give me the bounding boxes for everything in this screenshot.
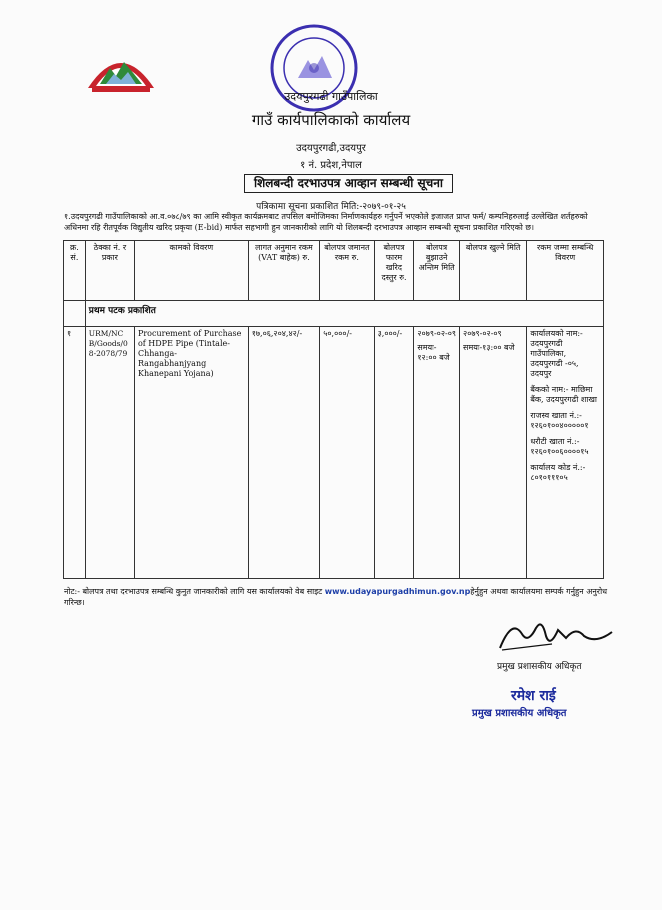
- header-form-fee: बोलपत्र फारम खरिद दस्तुर रु.: [374, 241, 414, 301]
- stamp-name: रमेश राई: [511, 688, 556, 704]
- stamp-title: प्रमुख प्रशासकीय अधिकृत: [472, 708, 567, 719]
- header-estimate: लागत अनुमान रकम (VAT बाहेक) रु.: [248, 241, 320, 301]
- deposit-bank: बैंकको नाम:- माछिमा बैंक, उदयपुरगढी शाखा: [530, 385, 597, 404]
- header-open-date: बोलपत्र खुल्ने मिति: [460, 241, 527, 301]
- cell-bid-security: ५०,०००/-: [320, 327, 374, 579]
- nepal-emblem-icon: [82, 42, 160, 94]
- municipality-name: उदयपुरगढी गाउँपालिका: [284, 90, 378, 103]
- open-date: २०७९-०२-०९: [463, 329, 502, 338]
- tender-table: [63, 240, 604, 579]
- deposit-security-account: धरौटी खाता नं.:- १२६०१००६००००१५: [530, 437, 589, 456]
- cell-sn: १: [64, 327, 86, 579]
- office-address: उदयपुरगढी,उदयपुर: [296, 143, 366, 154]
- cell-description: Procurement of Purchase of HDPE Pipe (Tintale-Chhanga-Rangabhanjyang Khanepani Yojana): [134, 327, 248, 579]
- cell-estimate: १७,०६,२०४,४२/-: [248, 327, 320, 579]
- intro-paragraph: १.उदयपुरगढी गाउँपालिकाको आ.व.०७८/७९ का आमि स्वीकृत कार्यक्रमबाट तपसिल बमोजिमका निर्माणकार्यहरु गर्नुपर्ने भएकोले इजाजत प्राप्त फर्म/ कम्पनिहरुलाई उल्लेखित शर्तहरुको अधिनमा रहि रीतपूर्वक विद्युतीय खरिद प्रकृया (E-bid) मार्फत सहभागी हुन जानकारीको लागि यो शिलबन्दी दरभाउपत्र आव्हान सम्बन्धी सूचना प्रकाशित गरिएको छ।: [64, 212, 588, 232]
- cell-contract-no: URM/NCB/Goods/08-2078/79: [85, 327, 134, 579]
- signature-icon: [492, 614, 622, 654]
- cell-submit: [414, 327, 460, 579]
- note-prefix: नोट:- बोलपत्र तथा दरभाउपत्र सम्बन्धि कुनुत जानकारीको लागि यस कार्यालयको वेब साइट: [64, 587, 323, 596]
- submit-date: २०७९-०२-०९: [417, 329, 457, 338]
- cell-open: [460, 327, 527, 579]
- header-submit-date: बोलपत्र बुझाउने अन्तिम मिति: [414, 241, 460, 301]
- open-time: समयः-१३:०० बजे: [463, 343, 515, 352]
- publish-date: पत्रिकामा सूचना प्रकाशित मिति:-२०७९-०१-२५: [256, 202, 406, 212]
- note-suffix: हेर्नुहुन अथवा कार्यालयमा सम्पर्क गर्नुहुन अनुरोध गरिन्छ।: [64, 587, 608, 607]
- cell-form-fee: ३,०००/-: [374, 327, 414, 579]
- province-name: १ नं. प्रदेश,नेपाल: [300, 160, 362, 171]
- header-bid-security: बोलपत्र जमानत रकम रु.: [320, 241, 374, 301]
- table-row: [64, 327, 604, 579]
- office-name: गाउँ कार्यपालिकाको कार्यालय: [251, 111, 411, 129]
- website-link[interactable]: www.udayapurgadhimun.gov.np: [324, 587, 471, 596]
- header-contract-no: ठेक्का नं. र प्रकार: [85, 241, 134, 301]
- notice-title: शिलबन्दी दरभाउपत्र आव्हान सम्बन्धी सूचना: [244, 174, 453, 193]
- header-description: कामको विवरण: [134, 241, 248, 301]
- header-sn: क्र. सं.: [64, 241, 86, 301]
- signatory-title: प्रमुख प्रशासकीय अधिकृत: [497, 662, 582, 672]
- cell-deposit: [527, 327, 604, 579]
- submit-time: समयः- १२:०० बजे: [417, 343, 450, 362]
- footer-note: [64, 586, 609, 608]
- deposit-office-code: कार्यालय कोड नं.:- ८०१०१११०५: [530, 463, 586, 482]
- header-deposit: रकम जम्मा सम्बन्धि विवरण: [527, 241, 604, 301]
- section-label: प्रथम पटक प्रकाशित: [85, 301, 603, 327]
- deposit-revenue-account: राजस्व खाता नं.:- १२६०१००४०००००१: [530, 411, 589, 430]
- deposit-office: कार्यालयको नाम:- उदयपुरगढी गाउँपालिका, उदयपुरगढी -०५, उदयपुर: [530, 329, 583, 378]
